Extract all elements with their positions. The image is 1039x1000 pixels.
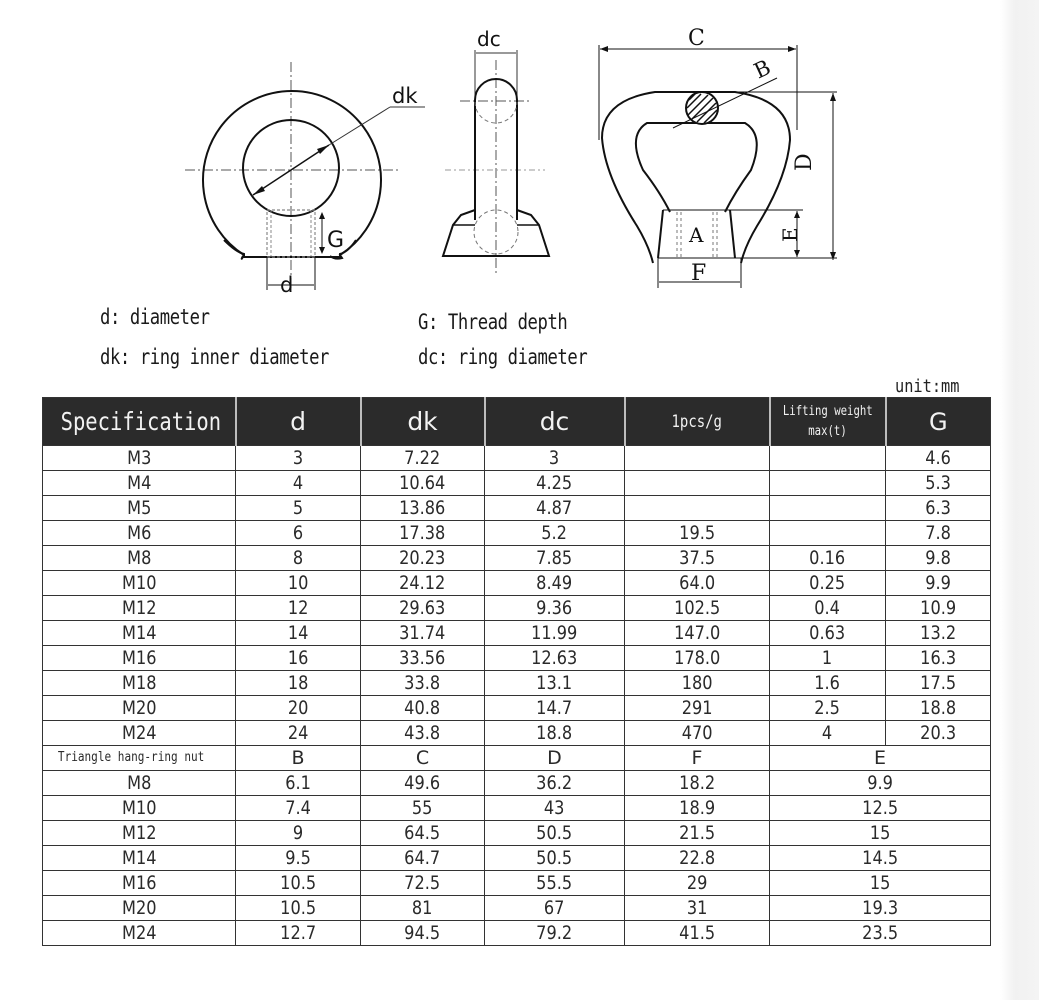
- cell-b: 7.4: [236, 796, 361, 821]
- cell-dk: 13.86: [361, 496, 485, 521]
- cell-d: 16: [236, 646, 361, 671]
- a-label: A: [689, 223, 704, 247]
- triangle-nut-diagram: [585, 20, 845, 295]
- cell-lifting-weight: 0.25: [770, 571, 886, 596]
- cell-weight-per-piece: 64.0: [625, 571, 770, 596]
- cell-spec: M12: [43, 821, 236, 846]
- table-row: [43, 546, 991, 571]
- cell-dc: 11.99: [485, 621, 625, 646]
- cell-lifting-weight: 0.16: [770, 546, 886, 571]
- g-label: G: [327, 228, 345, 253]
- cell-dk: 24.12: [361, 571, 485, 596]
- legend-diameter: d: diameter: [100, 305, 210, 329]
- cell-e: 19.3: [770, 896, 991, 921]
- cell-c: 64.5: [361, 821, 485, 846]
- cell-f: 29: [625, 871, 770, 896]
- cell-lifting-weight: 1: [770, 646, 886, 671]
- cell-d: 20: [236, 696, 361, 721]
- cell-e: 15: [770, 821, 991, 846]
- table-row: [43, 821, 991, 846]
- cell-dc: 7.85: [485, 546, 625, 571]
- cell-d: 14: [236, 621, 361, 646]
- legend-thread-depth: G: Thread depth: [418, 310, 568, 334]
- cell-g: 13.2: [886, 621, 991, 646]
- cell-d: 36.2: [485, 771, 625, 796]
- cell-spec: M5: [43, 496, 236, 521]
- header-f: F: [625, 746, 770, 771]
- cell-g: 4.6: [886, 446, 991, 471]
- table-row: [43, 471, 991, 496]
- dc-label: dc: [477, 27, 501, 51]
- cell-f: 41.5: [625, 921, 770, 946]
- cell-c: 72.5: [361, 871, 485, 896]
- cell-b: 9.5: [236, 846, 361, 871]
- f-dimension-label: F: [691, 261, 707, 286]
- header-dc: dc: [485, 398, 625, 446]
- cell-dk: 20.23: [361, 546, 485, 571]
- header-weight-per-piece: 1pcs/g: [625, 398, 770, 446]
- cell-d: 8: [236, 546, 361, 571]
- cell-weight-per-piece: [625, 446, 770, 471]
- legend-ring-diameter: dc: ring diameter: [418, 345, 588, 369]
- cell-c: 64.7: [361, 846, 485, 871]
- cell-lifting-weight: 4: [770, 721, 886, 746]
- cell-d: 24: [236, 721, 361, 746]
- cell-d: 5: [236, 496, 361, 521]
- dk-label: dk: [392, 84, 418, 108]
- cell-g: 9.8: [886, 546, 991, 571]
- cell-b: 9: [236, 821, 361, 846]
- d-label: d: [280, 273, 294, 297]
- cell-f: 18.2: [625, 771, 770, 796]
- cell-g: 10.9: [886, 596, 991, 621]
- cell-d: 18: [236, 671, 361, 696]
- cell-f: 21.5: [625, 821, 770, 846]
- cell-lifting-weight: 0.4: [770, 596, 886, 621]
- cell-spec: M16: [43, 646, 236, 671]
- cell-f: 22.8: [625, 846, 770, 871]
- c-label: C: [688, 26, 705, 51]
- cell-spec: M24: [43, 721, 236, 746]
- cell-spec: M20: [43, 696, 236, 721]
- b-label: B: [750, 55, 775, 84]
- cell-dc: 4.87: [485, 496, 625, 521]
- table-row: [43, 721, 991, 746]
- cell-spec: M18: [43, 671, 236, 696]
- header-specification: Specification: [43, 398, 236, 446]
- cell-lifting-weight: 1.6: [770, 671, 886, 696]
- cell-lifting-weight: 2.5: [770, 696, 886, 721]
- cell-spec: M16: [43, 871, 236, 896]
- eye-nut-table-body: [43, 446, 991, 746]
- cell-f: 31: [625, 896, 770, 921]
- table-row: [43, 596, 991, 621]
- cell-weight-per-piece: [625, 471, 770, 496]
- cell-spec: M8: [43, 771, 236, 796]
- cell-g: 7.8: [886, 521, 991, 546]
- cell-b: 12.7: [236, 921, 361, 946]
- cell-g: 6.3: [886, 496, 991, 521]
- cell-g: 5.3: [886, 471, 991, 496]
- cell-spec: M14: [43, 621, 236, 646]
- cell-lifting-weight: [770, 521, 886, 546]
- cell-dc: 3: [485, 446, 625, 471]
- cell-c: 94.5: [361, 921, 485, 946]
- d-dimension-label: D: [792, 153, 817, 171]
- cell-d: 55.5: [485, 871, 625, 896]
- cell-d: 3: [236, 446, 361, 471]
- cell-dc: 12.63: [485, 646, 625, 671]
- cell-weight-per-piece: 291: [625, 696, 770, 721]
- header-dk: dk: [361, 398, 485, 446]
- cell-c: 55: [361, 796, 485, 821]
- triangle-nut-header-row: [43, 746, 991, 771]
- table-row: [43, 671, 991, 696]
- cell-e: 15: [770, 871, 991, 896]
- cell-dc: 13.1: [485, 671, 625, 696]
- header-g: G: [886, 398, 991, 446]
- cell-d: 67: [485, 896, 625, 921]
- cell-dk: 17.38: [361, 521, 485, 546]
- cell-spec: M3: [43, 446, 236, 471]
- cell-spec: M6: [43, 521, 236, 546]
- table-row: [43, 921, 991, 946]
- cell-dk: 40.8: [361, 696, 485, 721]
- cell-b: 10.5: [236, 871, 361, 896]
- cell-weight-per-piece: 180: [625, 671, 770, 696]
- cell-d: 50.5: [485, 846, 625, 871]
- cell-lifting-weight: [770, 471, 886, 496]
- header-triangle-hang-ring-nut: Triangle hang-ring nut: [43, 746, 236, 771]
- cell-dc: 18.8: [485, 721, 625, 746]
- specification-table: [42, 397, 991, 946]
- cell-g: 18.8: [886, 696, 991, 721]
- cell-c: 81: [361, 896, 485, 921]
- unit-label: unit:mm: [895, 376, 960, 397]
- cell-dk: 7.22: [361, 446, 485, 471]
- cell-e: 14.5: [770, 846, 991, 871]
- header-b: B: [236, 746, 361, 771]
- cell-g: 20.3: [886, 721, 991, 746]
- table-row: [43, 621, 991, 646]
- cell-weight-per-piece: 37.5: [625, 546, 770, 571]
- cell-weight-per-piece: 178.0: [625, 646, 770, 671]
- header-c: C: [361, 746, 485, 771]
- cell-dk: 29.63: [361, 596, 485, 621]
- legend-ring-inner-diameter: dk: ring inner diameter: [100, 345, 330, 369]
- table-row: [43, 771, 991, 796]
- eye-nut-front-view-diagram: [180, 40, 440, 300]
- cell-d: 12: [236, 596, 361, 621]
- cell-e: 12.5: [770, 796, 991, 821]
- cell-g: 16.3: [886, 646, 991, 671]
- e-dimension-label: E: [778, 227, 802, 242]
- header-d-triangle: D: [485, 746, 625, 771]
- cell-g: 9.9: [886, 571, 991, 596]
- cell-weight-per-piece: 147.0: [625, 621, 770, 646]
- cell-g: 17.5: [886, 671, 991, 696]
- cell-spec: M24: [43, 921, 236, 946]
- cell-d: 50.5: [485, 821, 625, 846]
- table-row: [43, 896, 991, 921]
- cell-d: 6: [236, 521, 361, 546]
- cell-weight-per-piece: 19.5: [625, 521, 770, 546]
- table-row: [43, 521, 991, 546]
- table-row: [43, 696, 991, 721]
- cell-dc: 14.7: [485, 696, 625, 721]
- eye-nut-side-view-diagram: [425, 20, 565, 280]
- table-row: [43, 646, 991, 671]
- cell-e: 23.5: [770, 921, 991, 946]
- table-row: [43, 796, 991, 821]
- cell-spec: M8: [43, 546, 236, 571]
- cell-spec: M14: [43, 846, 236, 871]
- cell-dc: 4.25: [485, 471, 625, 496]
- cell-lifting-weight: [770, 496, 886, 521]
- cell-weight-per-piece: [625, 496, 770, 521]
- table-row: [43, 496, 991, 521]
- table-row: [43, 446, 991, 471]
- cell-d: 79.2: [485, 921, 625, 946]
- header-e: E: [770, 746, 991, 771]
- cell-b: 6.1: [236, 771, 361, 796]
- cell-spec: M20: [43, 896, 236, 921]
- cell-d: 43: [485, 796, 625, 821]
- header-lifting-weight: Lifting weight max(t): [770, 398, 886, 446]
- cell-e: 9.9: [770, 771, 991, 796]
- cell-spec: M12: [43, 596, 236, 621]
- table-row: [43, 871, 991, 896]
- cell-dk: 10.64: [361, 471, 485, 496]
- cell-lifting-weight: 0.63: [770, 621, 886, 646]
- cell-spec: M10: [43, 796, 236, 821]
- cell-dc: 5.2: [485, 521, 625, 546]
- table-row: [43, 571, 991, 596]
- cell-d: 4: [236, 471, 361, 496]
- cell-dk: 33.8: [361, 671, 485, 696]
- cell-spec: M10: [43, 571, 236, 596]
- cell-dc: 9.36: [485, 596, 625, 621]
- cell-dk: 43.8: [361, 721, 485, 746]
- cell-lifting-weight: [770, 446, 886, 471]
- cell-dc: 8.49: [485, 571, 625, 596]
- triangle-nut-table-body: [43, 746, 991, 946]
- cell-weight-per-piece: 470: [625, 721, 770, 746]
- cell-d: 10: [236, 571, 361, 596]
- cell-dk: 33.56: [361, 646, 485, 671]
- cell-c: 49.6: [361, 771, 485, 796]
- cell-weight-per-piece: 102.5: [625, 596, 770, 621]
- table-header-row: [43, 398, 991, 446]
- header-d: d: [236, 398, 361, 446]
- cell-b: 10.5: [236, 896, 361, 921]
- table-row: [43, 846, 991, 871]
- cell-f: 18.9: [625, 796, 770, 821]
- cell-spec: M4: [43, 471, 236, 496]
- cell-dk: 31.74: [361, 621, 485, 646]
